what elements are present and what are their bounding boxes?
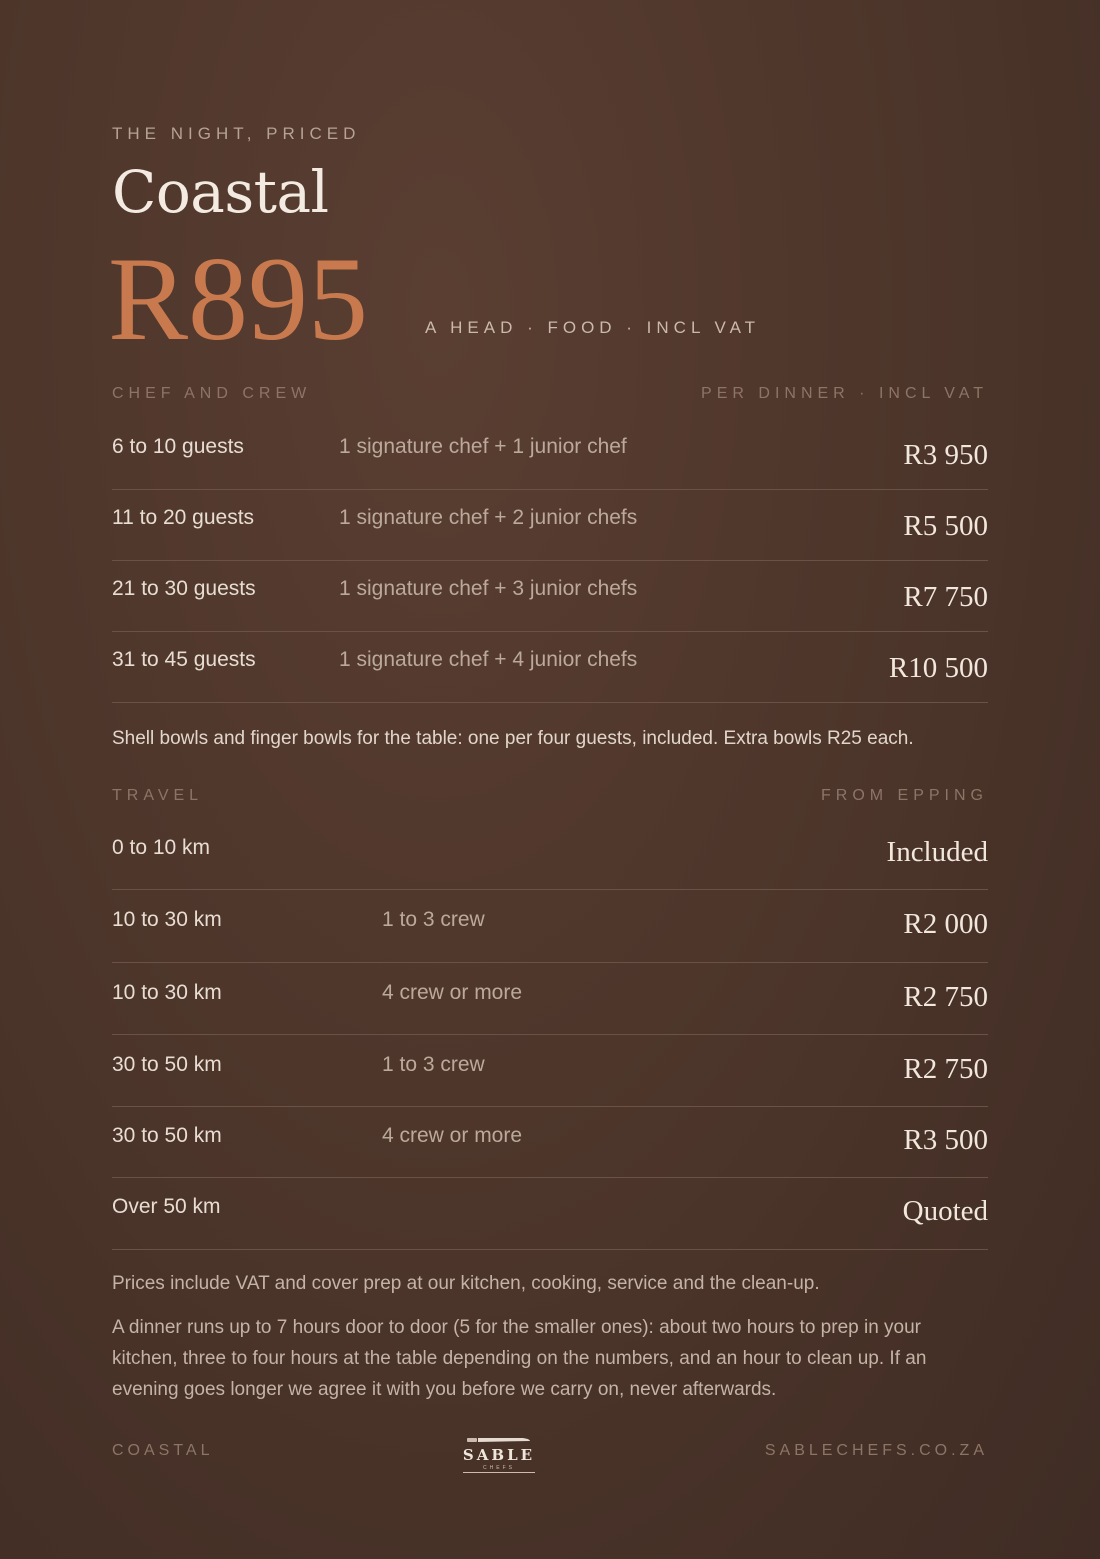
table-row [112, 1178, 988, 1250]
headline-price-note: A HEAD · FOOD · INCL VAT [425, 318, 761, 337]
distance-range: Over 50 km [112, 1195, 221, 1218]
table-row [112, 490, 988, 561]
crew-table [112, 419, 988, 703]
table-row [112, 963, 988, 1035]
logo-rule [463, 1472, 535, 1473]
distance-range: 0 to 10 km [112, 836, 211, 859]
travel-table [112, 818, 988, 1250]
crew-description: 1 signature chef + 3 junior chefs [339, 577, 638, 600]
crew-description: 1 signature chef + 4 junior chefs [339, 648, 638, 671]
table-row [112, 1035, 988, 1107]
travel-section-label: TRAVEL [112, 787, 204, 804]
crew-size: 1 to 3 crew [382, 908, 485, 931]
distance-range: 30 to 50 km [112, 1124, 222, 1147]
row-price: Quoted [902, 1195, 988, 1227]
travel-section-header [112, 787, 988, 805]
guest-range: 11 to 20 guests [112, 506, 255, 529]
row-price: R2 750 [903, 1053, 988, 1085]
sable-chefs-logo [461, 1436, 537, 1478]
table-row [112, 561, 988, 632]
fine-print-duration: A dinner runs up to 7 hours door to door (5 for the smaller ones): about two hours to prep in your kitchen, three to four hours at the table depending on the numbers, and an hour to clean up. If an evening goes longer we agree it with you before we carry on, never afterwards. [112, 1317, 927, 1400]
crew-size: 4 crew or more [382, 981, 523, 1004]
crew-section-label: CHEF AND CREW [112, 385, 312, 402]
row-price: R3 950 [903, 439, 988, 471]
crew-section-header [112, 385, 988, 403]
row-price: R7 750 [903, 581, 988, 613]
crew-note: Shell bowls and finger bowls for the table: one per four guests, included. Extra bowls R25 each. [112, 728, 914, 749]
logo-wordmark: SABLE [462, 1446, 536, 1464]
crew-description: 1 signature chef + 2 junior chefs [339, 506, 638, 529]
logo-subtitle: CHEFS [483, 1465, 515, 1471]
fine-print-vat: Prices include VAT and cover prep at our kitchen, cooking, service and the clean-up. [112, 1273, 820, 1294]
row-price: R2 000 [903, 908, 988, 940]
price-sheet [108, 0, 988, 1559]
distance-range: 30 to 50 km [112, 1053, 222, 1076]
table-row [112, 419, 988, 490]
row-price: Included [886, 836, 988, 868]
knife-icon [467, 1436, 531, 1444]
table-row [112, 890, 988, 963]
table-row [112, 1107, 988, 1178]
crew-description: 1 signature chef + 1 junior chef [339, 435, 627, 458]
row-price: R3 500 [903, 1124, 988, 1156]
footer-website[interactable]: SABLECHEFS.CO.ZA [764, 1442, 988, 1459]
distance-range: 10 to 30 km [112, 981, 222, 1004]
guest-range: 31 to 45 guests [112, 648, 256, 671]
travel-section-right-label: FROM EPPING [820, 787, 988, 804]
row-price: R10 500 [888, 652, 988, 684]
crew-section-right-label: PER DINNER · INCL VAT [701, 385, 988, 402]
guest-range: 6 to 10 guests [112, 435, 244, 458]
distance-range: 10 to 30 km [112, 908, 222, 931]
eyebrow-label: THE NIGHT, PRICED [112, 124, 361, 143]
page-title: Coastal [112, 158, 329, 226]
crew-size: 4 crew or more [382, 1124, 523, 1147]
row-price: R2 750 [903, 981, 988, 1013]
headline-price: R895 [108, 232, 369, 365]
guest-range: 21 to 30 guests [112, 577, 256, 600]
row-price: R5 500 [903, 510, 988, 542]
crew-size: 1 to 3 crew [382, 1053, 485, 1076]
table-row [112, 632, 988, 703]
table-row [112, 818, 988, 890]
footer-region-label: COASTAL [112, 1442, 214, 1459]
